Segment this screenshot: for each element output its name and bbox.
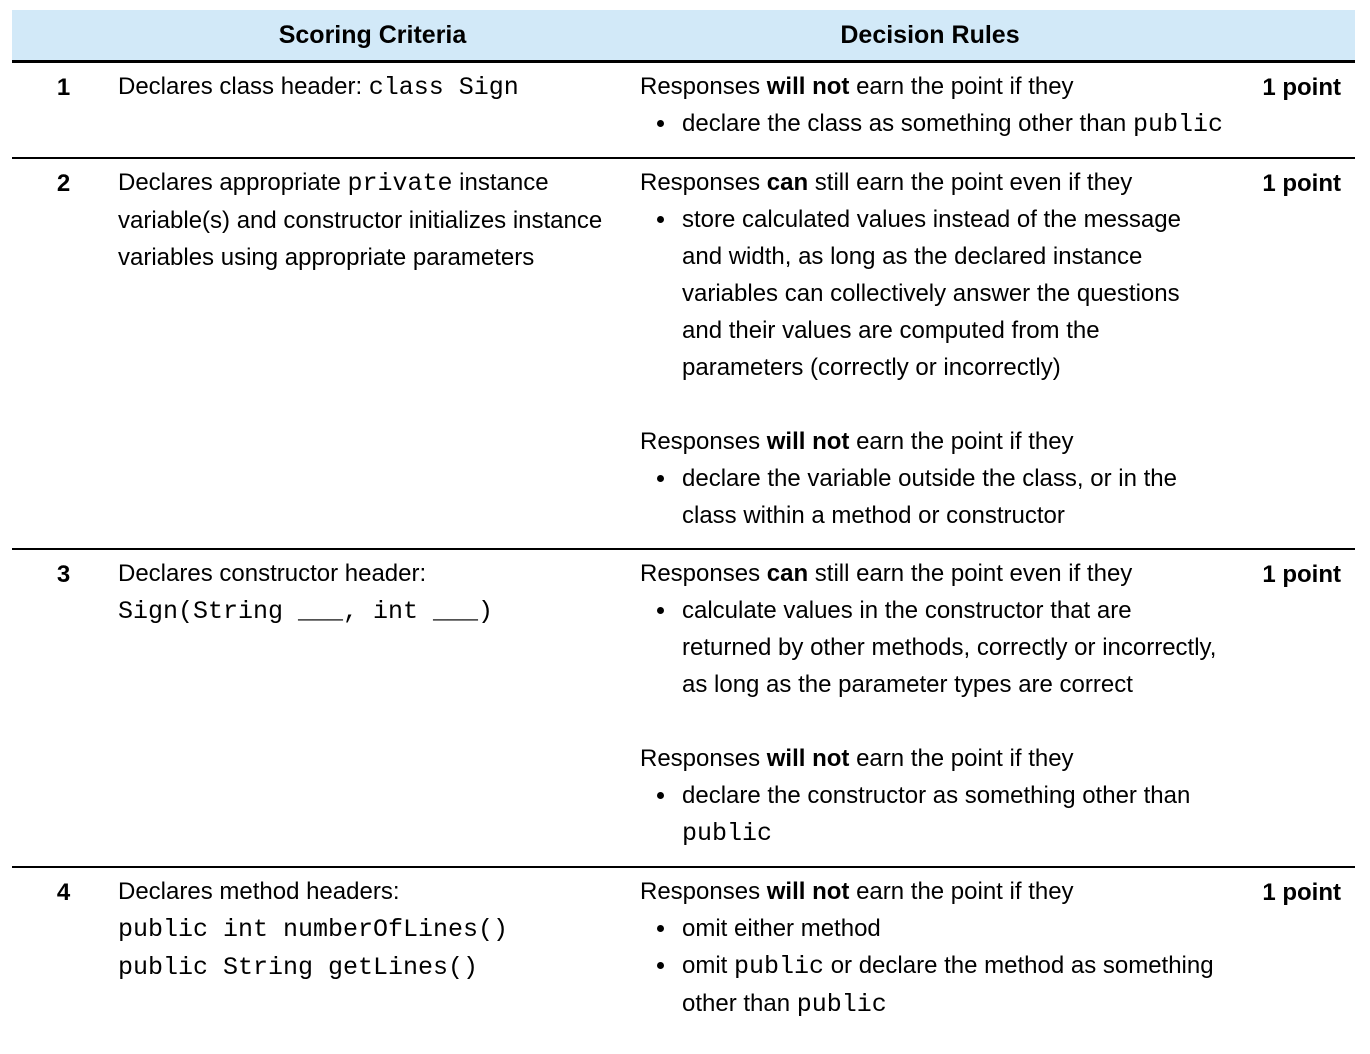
bullet-list [640,460,1224,534]
text-run: omit either method [682,915,881,942]
bullet-list [640,201,1224,386]
header-cell-number [12,10,115,62]
text-run: earn the point if they [849,428,1074,455]
text-run: Declares class header: [118,73,369,100]
code-text: public [796,990,887,1019]
rules-cell [630,867,1230,1037]
text-run: omit [682,952,735,979]
blank-line [640,386,1224,423]
code-text: private [347,169,453,198]
code-text: class Sign [368,73,519,102]
table-row [12,62,1355,159]
row-number: 2 [56,170,71,197]
row-number: 4 [56,879,71,906]
bullet-item [678,910,1224,947]
text-run: earn the point if they [849,745,1074,772]
criteria-cell [115,62,630,159]
text-run: Responses [640,745,767,772]
code-text: public String getLines() [118,953,479,982]
text-run: still earn the point even if they [808,560,1133,587]
text-run: calculate values in the constructor that are returned by other methods, correctly or incorrectly, as long as the parameter types are correct [682,597,1217,698]
table-row [12,549,1355,867]
text-run: or declare the method as something other than [682,952,1214,1017]
bold-text: will not [766,745,850,772]
rules-cell [630,62,1230,159]
bullet-item [678,105,1224,143]
text-run: Declares constructor header: [118,560,427,587]
paragraph [640,164,1224,201]
bold-text: will not [766,73,850,100]
text-run: declare the variable outside the class, or in the class within a method or constructor [682,465,1177,529]
points-cell: 1 point [1262,74,1341,101]
points-cell: 1 point [1262,561,1341,588]
paragraph [118,873,604,910]
bullet-item [678,201,1224,386]
header-row [12,10,1355,62]
paragraph [640,423,1224,460]
bold-text: will not [766,428,850,455]
bullet-list [640,105,1224,143]
text-run: still earn the point even if they [808,169,1133,196]
bullet-item [678,947,1224,1023]
paragraph [118,555,604,592]
criteria-cell [115,867,630,1037]
text-run: Responses [640,878,767,905]
code-text: Sign(String ___, int ___) [118,597,494,626]
scoring-rubric-table [12,10,1355,1037]
paragraph [640,555,1224,592]
bold-text: can [766,560,809,587]
text-run: Responses [640,428,767,455]
paragraph [640,68,1224,105]
row-number: 3 [56,561,71,588]
bullet-list [640,910,1224,1023]
criteria-cell [115,158,630,549]
bullet-item [678,592,1224,703]
text-run: Declares method headers: [118,878,400,905]
text-run: declare the class as something other than [682,110,1133,137]
bullet-item [678,460,1224,534]
paragraph [118,592,604,630]
text-run: Responses [640,73,767,100]
text-run: declare the constructor as something other than [682,782,1191,809]
bold-text: can [766,169,809,196]
criteria-cell [115,549,630,867]
text-run: earn the point if they [849,73,1074,100]
code-text: public [1132,110,1223,139]
paragraph [118,68,604,106]
header-cell-scoring-criteria: Scoring Criteria [115,10,630,62]
code-text: public int numberOfLines() [118,915,509,944]
code-text: public [734,952,825,981]
text-run: Responses [640,560,767,587]
rules-cell [630,158,1230,549]
rubric-rows [12,62,1355,1038]
text-run: Responses [640,169,767,196]
header-cell-decision-rules: Decision Rules [630,10,1230,62]
text-run: Declares appropriate [118,169,348,196]
bullet-list [640,777,1224,852]
text-run: earn the point if they [849,878,1074,905]
points-cell: 1 point [1262,170,1341,197]
bullet-item [678,777,1224,852]
paragraph [118,164,604,276]
bold-text: will not [766,878,850,905]
header-cell-points [1230,10,1355,62]
table-row [12,867,1355,1037]
paragraph [118,910,604,948]
code-text: public [682,819,773,848]
paragraph [640,740,1224,777]
bullet-list [640,592,1224,703]
table-row [12,158,1355,549]
row-number: 1 [56,74,71,101]
blank-line [640,703,1224,740]
text-run: instance variable(s) and constructor initializes instance variables using appropriate parameters [118,169,603,271]
paragraph [640,873,1224,910]
paragraph [118,948,604,986]
points-cell: 1 point [1262,879,1341,906]
rules-cell [630,549,1230,867]
text-run: store calculated values instead of the message and width, as long as the declared instance variables can collectively answer the questions and their values are computed from the parameters (correctly or incorrectly) [682,206,1181,381]
